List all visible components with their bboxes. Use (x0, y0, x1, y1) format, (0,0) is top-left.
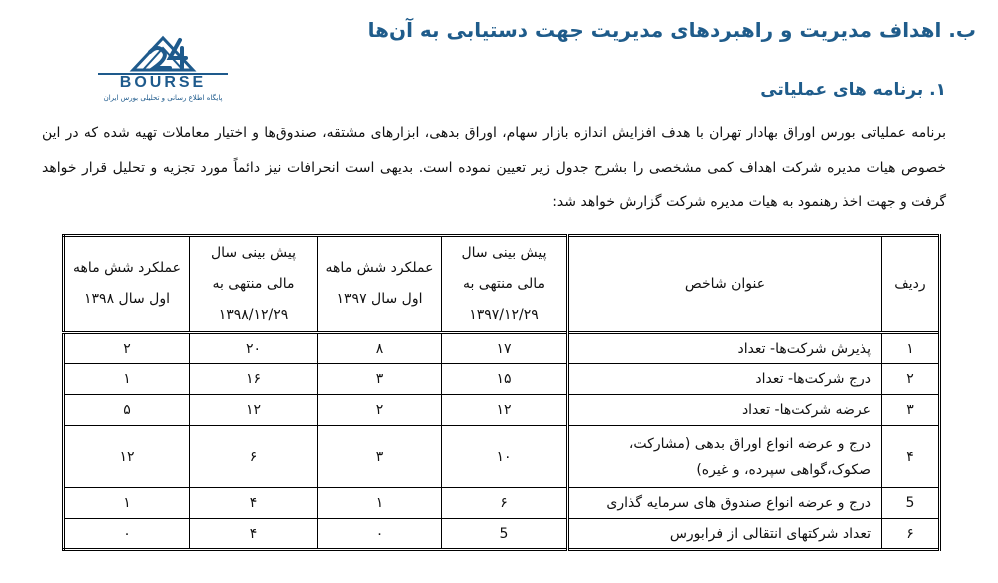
cell-performance-1398: ۰ (64, 519, 190, 550)
row-title: درج و عرضه انواع صندوق های سرمایه گذاری (568, 488, 882, 519)
cell-forecast-1397: ۶ (442, 488, 568, 519)
header-title: عنوان شاخص (568, 236, 882, 333)
cell-performance-1398: ۵ (64, 395, 190, 426)
cell-forecast-1397: 5 (442, 519, 568, 550)
cell-forecast-1398: ۲۰ (190, 333, 318, 364)
cell-forecast-1398: ۴ (190, 488, 318, 519)
row-title: درج شرکت‌ها- تعداد (568, 364, 882, 395)
header-forecast-1398: پیش بینی سال مالی منتهی به ۱۳۹۸/۱۲/۲۹ (190, 236, 318, 333)
intro-paragraph: برنامه عملیاتی بورس اوراق بهادار تهران با هدف افزایش اندازه بازار سهام، اوراق بدهی، ابزارهای مشتقه، صندوق‌ها و اختیار معاملات تهیه شده که در این خصوص هیات مدیره شرکت اهداف کمی مشخصی را بشرح جدول زیر تعیین نموده است. بدیهی است انحرافات نیز دائماً مورد تجزیه و تحلیل قرار خواهد گرفت و جهت اخذ رهنمود به هیات مدیره شرکت گزارش خواهد شد: (42, 125, 946, 210)
row-number: 5 (882, 488, 940, 519)
page-title: ب. اهداف مدیریت و راهبردهای مدیریت جهت دستیابی به آن‌ها (367, 18, 976, 42)
section-heading: ۱. برنامه های عملیاتی (760, 80, 946, 100)
table-row (64, 364, 940, 395)
table-row (64, 426, 940, 488)
cell-performance-1398: ۲ (64, 333, 190, 364)
cell-forecast-1398: ۶ (190, 426, 318, 488)
cell-forecast-1397: ۱۷ (442, 333, 568, 364)
cell-performance-1398: ۱ (64, 488, 190, 519)
cell-performance-1398: ۱۲ (64, 426, 190, 488)
row-title: پذیرش شرکت‌ها- تعداد (568, 333, 882, 364)
header-forecast-1397: پیش بینی سال مالی منتهی به ۱۳۹۷/۱۲/۲۹ (442, 236, 568, 333)
logo-wordmark: BOURSE (119, 74, 207, 91)
row-title: تعداد شرکتهای انتقالی از فرابورس (568, 519, 882, 550)
row-number: ۶ (882, 519, 940, 550)
cell-forecast-1398: ۱۶ (190, 364, 318, 395)
row-title: درج و عرضه انواع اوراق بدهی (مشارکت، صکوک،گواهی سپرده، و غیره) (568, 426, 882, 488)
cell-performance-1397: ۸ (318, 333, 442, 364)
cell-forecast-1397: ۱۵ (442, 364, 568, 395)
bourse-24-emblem-icon (88, 30, 238, 80)
logo-subtitle: پایگاه اطلاع رسانی و تحلیلی بورس ایران (103, 94, 223, 102)
table-row (64, 488, 940, 519)
row-number: ۴ (882, 426, 940, 488)
cell-performance-1397: ۲ (318, 395, 442, 426)
cell-forecast-1398: ۴ (190, 519, 318, 550)
cell-performance-1397: ۳ (318, 426, 442, 488)
row-number: ۱ (882, 333, 940, 364)
header-performance-1398: عملکرد شش ماهه اول سال ۱۳۹۸ (64, 236, 190, 333)
table-row (64, 395, 940, 426)
header-performance-1397: عملکرد شش ماهه اول سال ۱۳۹۷ (318, 236, 442, 333)
table-header-row (64, 236, 940, 333)
targets-table (62, 234, 941, 551)
header-row-number: ردیف (882, 236, 940, 333)
cell-performance-1397: ۳ (318, 364, 442, 395)
cell-performance-1397: ۱ (318, 488, 442, 519)
cell-forecast-1397: ۱۰ (442, 426, 568, 488)
row-number: ۲ (882, 364, 940, 395)
bourse-logo (88, 30, 238, 110)
table-row (64, 519, 940, 550)
row-number: ۳ (882, 395, 940, 426)
cell-forecast-1398: ۱۲ (190, 395, 318, 426)
cell-performance-1397: ۰ (318, 519, 442, 550)
row-title: عرضه شرکت‌ها- تعداد (568, 395, 882, 426)
cell-forecast-1397: ۱۲ (442, 395, 568, 426)
cell-performance-1398: ۱ (64, 364, 190, 395)
table-row (64, 333, 940, 364)
